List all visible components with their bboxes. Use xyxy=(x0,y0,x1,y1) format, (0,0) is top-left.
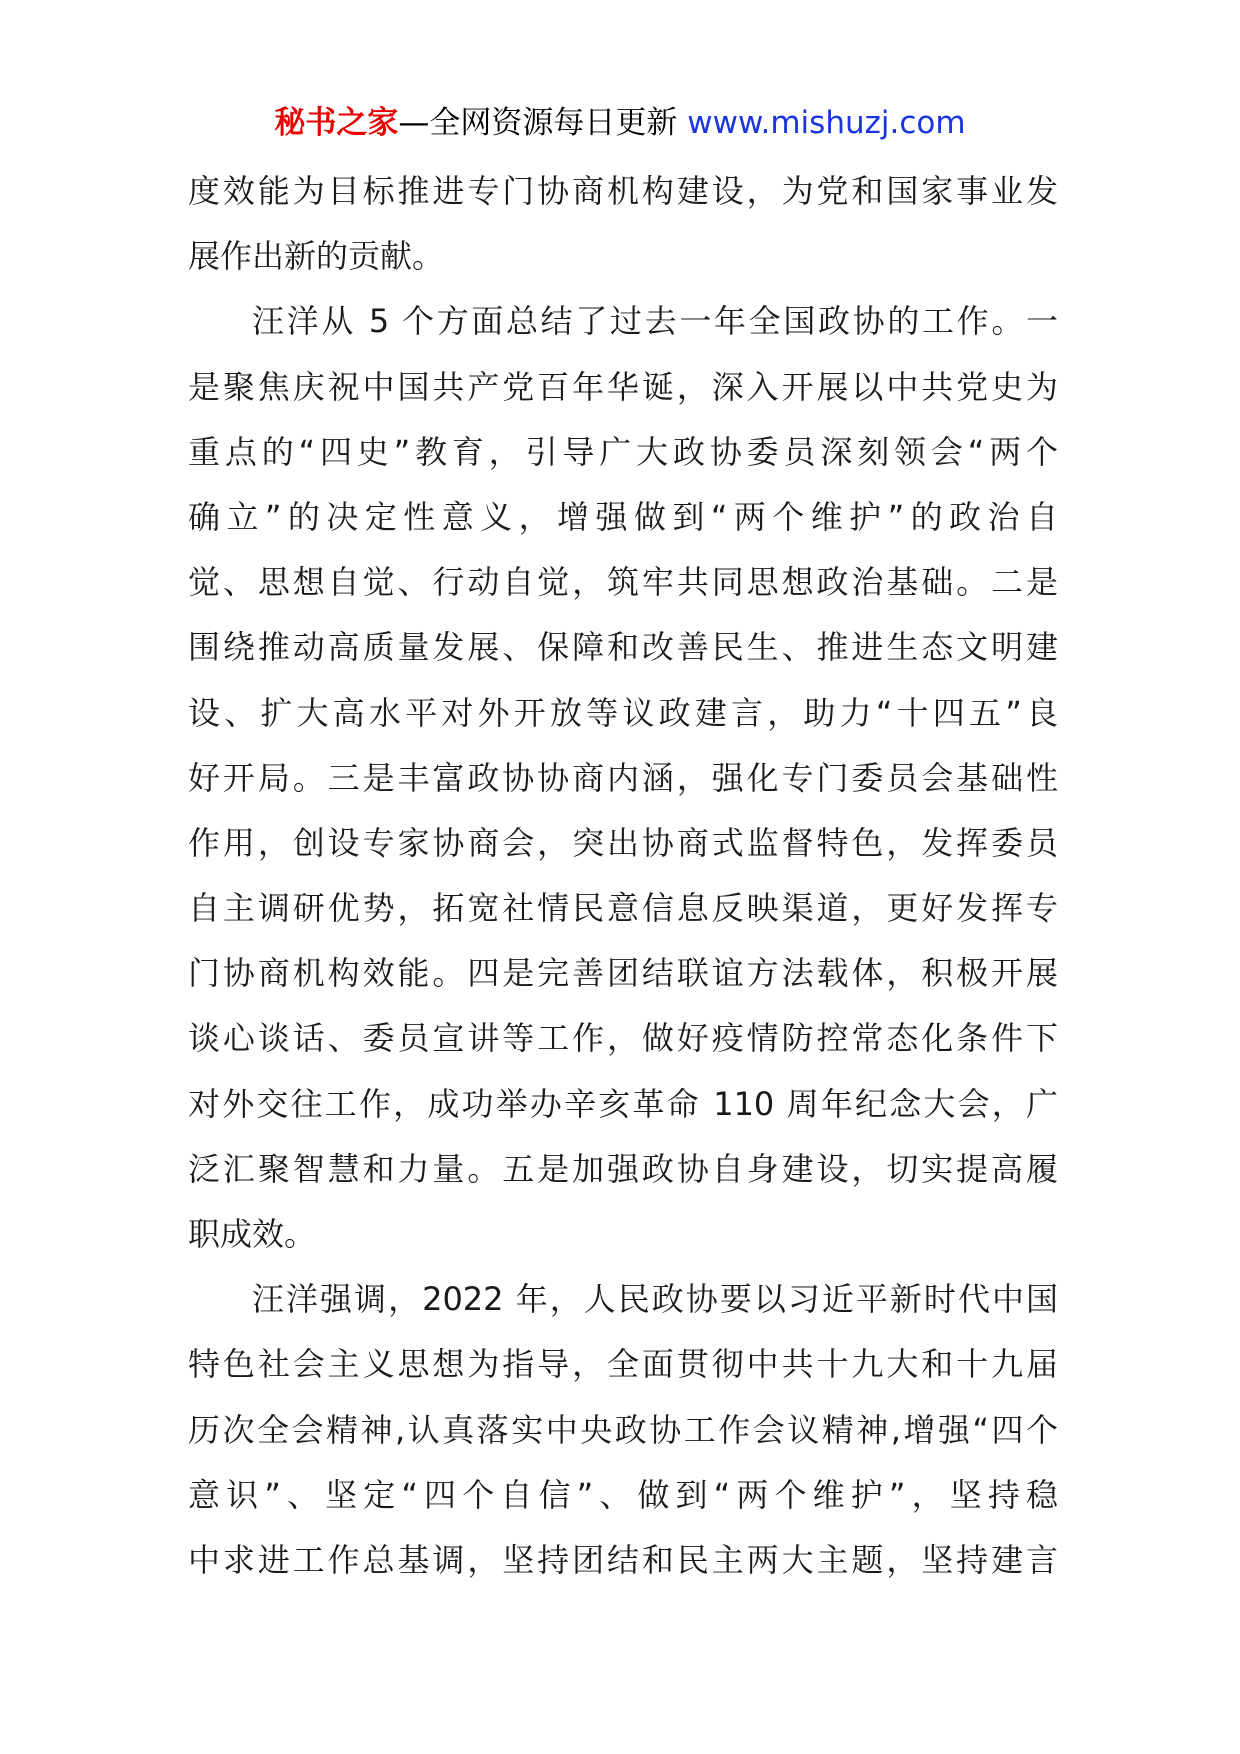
text-line: 好开局。三是丰富政协协商内涵，强化专门委员会基础性 xyxy=(188,758,1058,797)
text-line: 历次全会精神,认真落实中央政协工作会议精神,增强“四个 xyxy=(188,1410,1058,1449)
website-link[interactable]: www.mishuzj.com xyxy=(687,105,966,141)
text-line: 重点的“四史”教育，引导广大政协委员深刻领会“两个 xyxy=(188,432,1058,471)
text-line: 谈心谈话、委员宣讲等工作，做好疫情防控常态化条件下 xyxy=(188,1019,1058,1058)
text-line: 汪洋强调，2022 年，人民政协要以习近平新时代中国 xyxy=(252,1280,1058,1319)
text-line: 度效能为目标推进专门协商机构建设，为党和国家事业发 xyxy=(188,172,1058,210)
page-header xyxy=(0,101,1240,145)
text-line: 确立”的决定性意义，增强做到“两个维护”的政治自 xyxy=(188,497,1058,536)
text-line: 特色社会主义思想为指导，全面贯彻中共十九大和十九届 xyxy=(188,1345,1058,1384)
text-line: 作用，创设专家协商会，突出协商式监督特色，发挥委员 xyxy=(188,823,1058,862)
text-line: 对外交往工作，成功举办辛亥革命 110 周年纪念大会，广 xyxy=(188,1084,1058,1123)
text-line: 汪洋从 5 个方面总结了过去一年全国政协的工作。一 xyxy=(252,302,1058,341)
text-line: 自主调研优势，拓宽社情民意信息反映渠道，更好发挥专 xyxy=(188,889,1058,928)
header-tagline: —全网资源每日更新 xyxy=(398,105,678,141)
text-line: 泛汇聚智慧和力量。五是加强政协自身建设，切实提高履 xyxy=(188,1149,1058,1188)
text-line: 围绕推动高质量发展、保障和改善民生、推进生态文明建 xyxy=(188,628,1058,667)
text-line: 中求进工作总基调，坚持团结和民主两大主题，坚持建言 xyxy=(188,1540,1058,1579)
text-line: 是聚焦庆祝中国共产党百年华诞，深入开展以中共党史为 xyxy=(188,367,1058,406)
text-line: 觉、思想自觉、行动自觉，筑牢共同思想政治基础。二是 xyxy=(188,563,1058,602)
brand-name: 秘书之家 xyxy=(274,105,399,141)
text-line: 职成效。 xyxy=(188,1215,317,1253)
text-line: 设、扩大高水平对外开放等议政建言，助力“十四五”良 xyxy=(188,693,1058,732)
text-line: 展作出新的贡献。 xyxy=(188,237,445,276)
text-line: 门协商机构效能。四是完善团结联谊方法载体，积极开展 xyxy=(188,954,1058,993)
text-line: 意识”、坚定“四个自信”、做到“两个维护”，坚持稳 xyxy=(188,1475,1058,1514)
document-body xyxy=(188,159,1058,1593)
